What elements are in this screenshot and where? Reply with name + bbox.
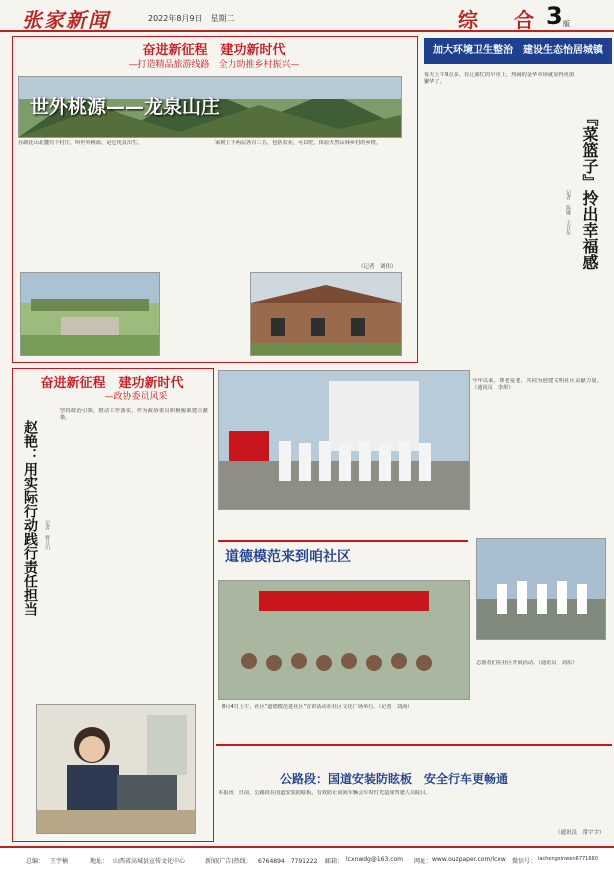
footer-web-label: 网址： [414, 858, 433, 865]
footer-email-label: 邮箱： [325, 858, 344, 865]
footer-address: 山西省高城县宣传文化中心 [113, 858, 186, 865]
article3-side-credit: 记者 曹日川 [44, 520, 50, 550]
footer-phone-label: 新闻(广告)热线： [205, 858, 252, 865]
article3-side-title: 赵艳：用实际行动践行责任担当 [22, 420, 38, 616]
page-suffix: 版 [563, 20, 570, 28]
article4-bottom-caption: 8月4日上午，社区"道德模范进社区"宣讲活动在社区文化广场举行。（记者 刘海） [222, 704, 413, 710]
volunteers-small-photo [476, 538, 606, 640]
article2-body: 每天上午9点多，在辽源忙的早市上，热闹的金华市场就显得更加繁华了。 [424, 72, 574, 86]
article3-subheadline: —政协委员风采 [104, 392, 168, 402]
section-name: 综 合 [458, 8, 542, 32]
page-number: 3 [546, 2, 563, 30]
person-at-desk-icon [37, 705, 195, 833]
article3-body: 坚持政治引领，推动工作落实，作为政协委员积极履职建言献策。 [60, 408, 208, 422]
article4-right-caption: 志愿者们在社区开展活动。（通讯员 刘东） [476, 660, 578, 666]
village-garden-photo [20, 272, 160, 356]
highway-headline: 公路段：国道安装防眩板 安全行车更畅通 [280, 772, 509, 786]
volunteer-group-photo [218, 370, 470, 510]
portrait-photo [36, 704, 196, 834]
article4-side-caption: 今年以来，尊老爱老，共同为创建文明社区贡献力量。（通讯员 李彤） [472, 378, 602, 392]
footer-phone: 6764894 7791222 [258, 858, 318, 865]
footer [0, 846, 614, 879]
article1-headline: 奋进新征程 建功新时代 [142, 43, 286, 58]
article2-side-headline: 『菜篮子』拎出幸福感 [580, 110, 599, 270]
group-flags-icon [219, 371, 469, 509]
footer-email-link[interactable]: lcxnwdg@163.com [346, 856, 404, 863]
brand-logo: 张家新闻 [22, 8, 110, 32]
footer-address-label: 地址： [90, 858, 109, 865]
moral-model-headline: 道德模范来到咱社区 [225, 549, 351, 565]
divider [218, 540, 468, 542]
article1-body-left: 在疏花山北麓有个村庄，叫世外桃源，是它优良出生。 [18, 140, 143, 146]
longquan-photo-caption: 世外桃源——龙泉山庄 [30, 96, 221, 118]
footer-wechat-label: 微信号： [512, 858, 537, 865]
garden-scene-icon [21, 273, 159, 355]
footer-editor-label: 总编： [26, 858, 45, 865]
article1-credit: （记者 刘伟） [358, 264, 397, 270]
article5-credit: （通讯员 常宇宇） [555, 830, 605, 836]
hygiene-bar-title: 加大环境卫生整治 建设生态怡居城镇 [424, 38, 612, 64]
article3-headline: 奋进新征程 建功新时代 [40, 376, 184, 391]
footer-editor: 王宇楠 [50, 858, 69, 865]
highway-top-rule [216, 744, 612, 746]
article5-body: 本报讯 日前，公路段在国道安装防眩板，有效防止夜间车辆会车时灯光造成驾驶人员眩目。 [218, 790, 431, 796]
building-scene-icon [251, 273, 401, 355]
article1-subheadline: —打造精品旅游线路 全力助推乡村振兴— [128, 60, 300, 70]
people-street-icon [477, 539, 605, 639]
community-gathering-photo [218, 580, 470, 700]
footer-web-link[interactable]: www.ouzpaper.com/lcxw [432, 856, 506, 863]
article2-side-credit: 记者 陈娜 王日东 [565, 190, 571, 235]
issue-date: 2022年8月9日 星期二 [148, 14, 235, 23]
footer-wechat: lachengxinwen6771660 [538, 856, 598, 862]
article1-body-right: 家树上下两层各百三五，包括农业，可以吃，体验天然山林乡村的乡情。 [215, 140, 382, 146]
red-building-photo [250, 272, 402, 356]
audience-icon [219, 581, 469, 699]
